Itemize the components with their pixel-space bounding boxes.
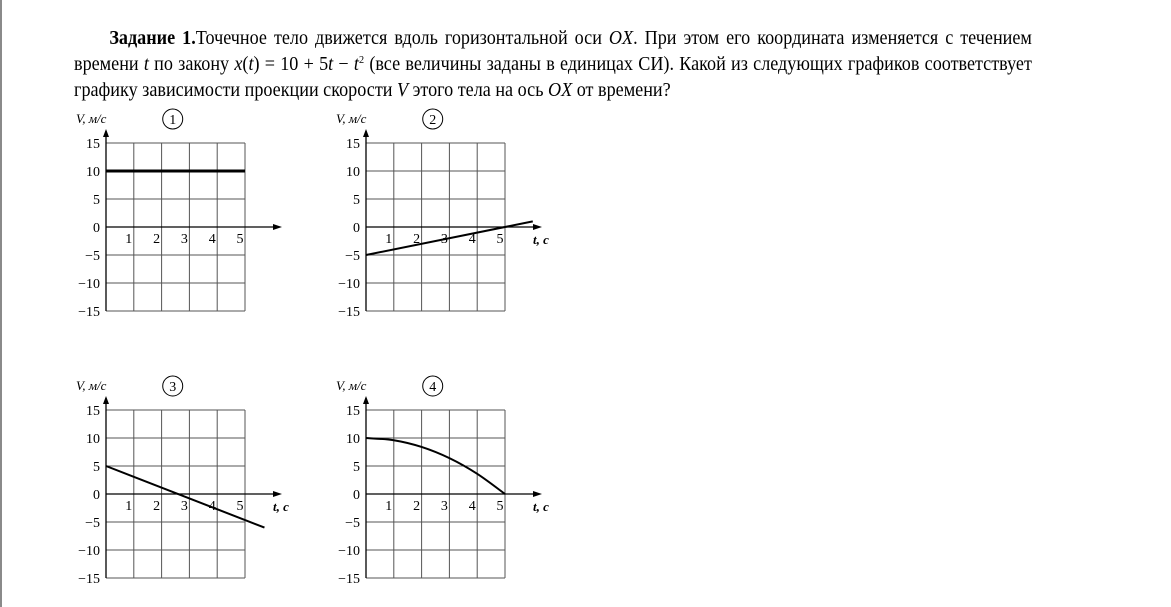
axis-ox: OX [548,80,573,101]
y-tick-label: 5 [93,193,100,208]
var-x: x [234,54,243,75]
y-tick-label: 0 [93,488,100,503]
y-tick-label: −10 [338,544,360,559]
var-t: t [143,54,149,75]
exponent: 2 [358,54,365,66]
y-tick-label: −5 [85,516,100,531]
task-text-part: от времени? [572,80,671,101]
x-tick-label: 1 [385,232,393,247]
task-title: Задание 1. [109,28,196,49]
y-tick-label: 15 [86,137,100,152]
graph-number: 3 [169,380,177,395]
y-tick-label: −15 [338,305,360,320]
x-tick-label: 1 [125,232,133,247]
x-tick-label: 1 [125,499,133,514]
axis-ox: OX [608,28,634,49]
task-text [74,26,1032,104]
y-axis-arrow [363,396,369,404]
y-tick-label: 5 [353,460,360,475]
x-axis-arrow [533,491,542,497]
task-text-part: этого тела на ось [408,80,549,101]
y-tick-label: 0 [353,488,360,503]
y-tick-label: 0 [353,221,360,236]
y-tick-label: 0 [93,221,100,236]
var-v: V [396,80,409,101]
task-text-part: ) = 10 + 5 [253,54,329,75]
chart-3 [60,372,310,592]
left-border [0,0,2,607]
y-tick-label: −15 [78,572,100,587]
y-tick-label: −5 [85,249,100,264]
task-text-part: . При этом его координата изменяется с течением времени [74,28,1032,75]
y-tick-label: 15 [346,137,360,152]
x-tick-label: 3 [180,499,188,514]
y-tick-label: 10 [346,165,360,180]
task-text-part: (все величины заданы в единицах СИ). Какой из следующих графиков соответствует графику зависимости проекции скорости [74,54,1032,101]
var-t: t [248,54,254,75]
task-text-part: Точечное тело движется вдоль горизонтальной оси [195,28,609,49]
x-tick-label: 3 [180,232,188,247]
y-tick-label: −15 [338,572,360,587]
x-axis-arrow [533,224,542,230]
y-tick-label: −5 [345,249,360,264]
x-tick-label: 4 [468,499,476,514]
chart-1 [60,105,310,325]
x-axis-title: t, с [533,232,549,247]
y-axis-arrow [103,396,109,404]
y-tick-label: −5 [345,516,360,531]
y-axis-arrow [103,129,109,137]
x-tick-label: 5 [236,232,244,247]
y-tick-label: 5 [93,460,100,475]
velocity-line [106,466,264,528]
y-tick-label: −10 [78,544,100,559]
y-tick-label: 15 [86,404,100,419]
y-tick-label: 5 [353,193,360,208]
x-tick-label: 5 [496,499,504,514]
graph-number: 2 [429,113,437,128]
x-axis-arrow [273,224,282,230]
y-tick-label: 15 [346,404,360,419]
x-tick-label: 2 [153,499,161,514]
x-tick-label: 2 [413,499,421,514]
x-axis-title: t, с [533,499,549,514]
x-tick-label: 5 [496,232,504,247]
graph-number: 1 [169,113,177,128]
y-axis-arrow [363,129,369,137]
x-tick-label: 2 [413,232,421,247]
x-tick-label: 4 [208,232,216,247]
x-tick-label: 3 [440,499,448,514]
var-t: t [328,54,334,75]
chart-4 [320,372,570,592]
task-text-part: по закону [148,54,235,75]
y-axis-title: V, м/с [336,378,367,393]
y-tick-label: −10 [78,277,100,292]
y-tick-label: 10 [86,165,100,180]
y-axis-title: V, м/с [76,111,107,126]
x-tick-label: 3 [440,232,448,247]
y-tick-label: 10 [346,432,360,447]
x-tick-label: 5 [236,499,244,514]
task-text-part: ( [242,54,249,75]
task-text-part: − [333,54,354,75]
x-axis-title: t, с [273,499,289,514]
y-tick-label: −10 [338,277,360,292]
graph-number: 4 [429,380,437,395]
x-tick-label: 4 [208,499,216,514]
x-tick-label: 2 [153,232,161,247]
x-tick-label: 1 [385,499,393,514]
x-axis-arrow [273,491,282,497]
x-tick-label: 4 [468,232,476,247]
y-axis-title: V, м/с [76,378,107,393]
y-tick-label: −15 [78,305,100,320]
var-t: t [353,54,359,75]
y-tick-label: 10 [86,432,100,447]
y-axis-title: V, м/с [336,111,367,126]
chart-2 [320,105,570,325]
